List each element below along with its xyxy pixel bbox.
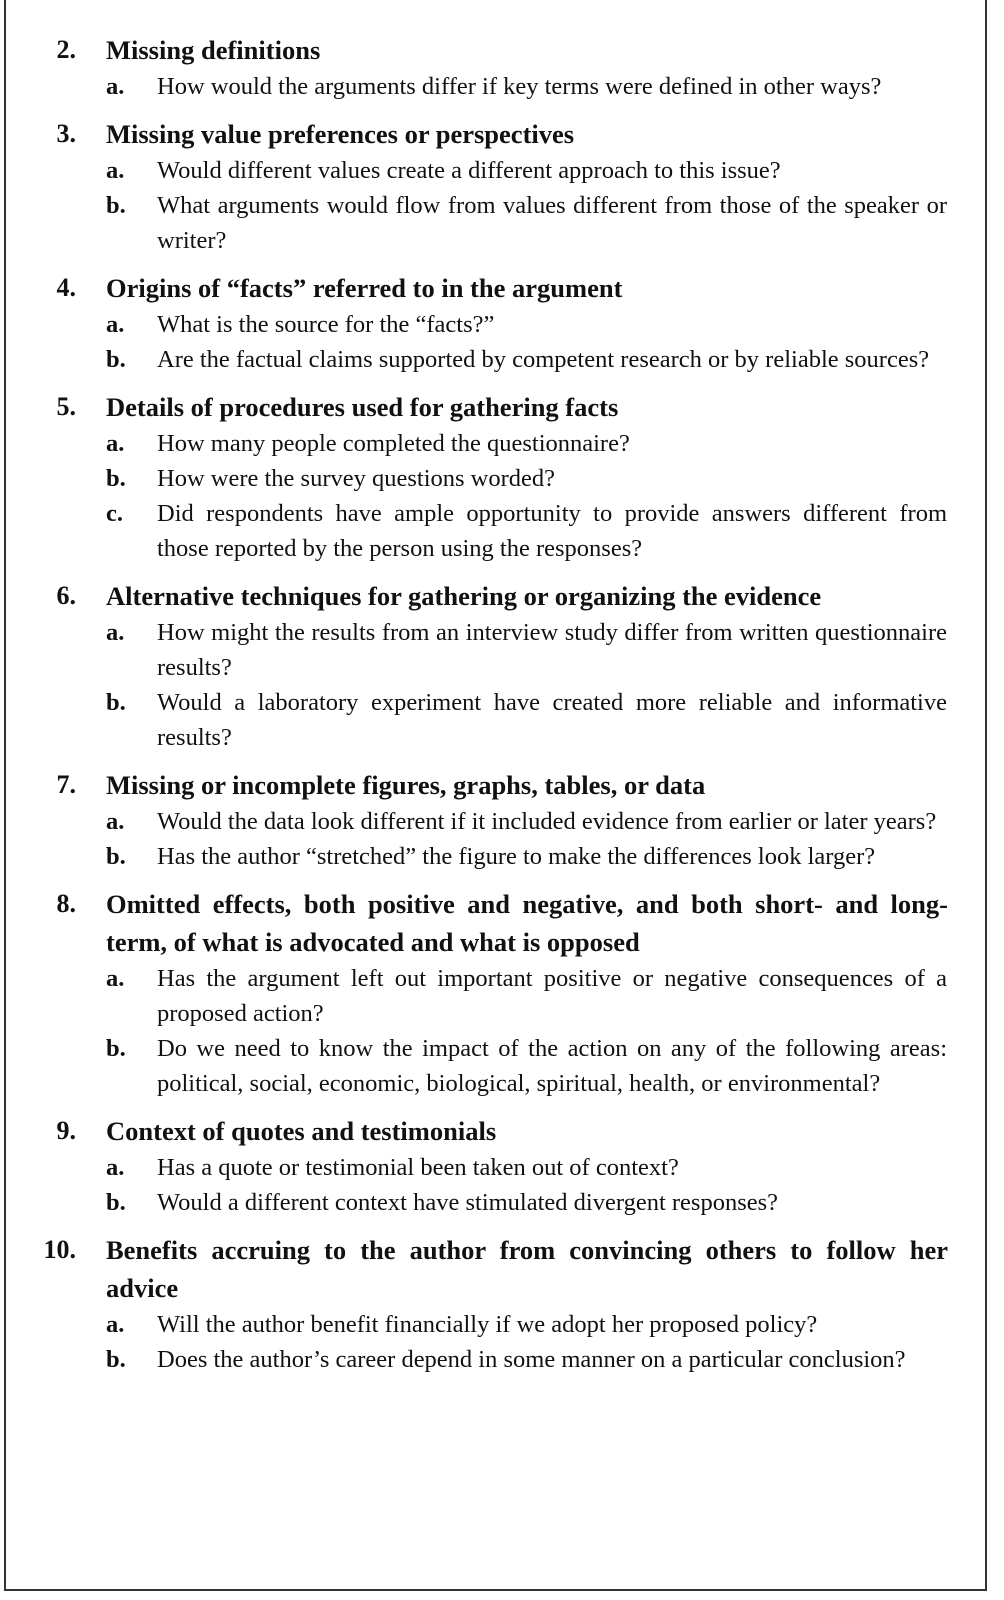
sub-text: Would a different context have stimulated divergent responses? — [157, 1189, 779, 1216]
sub-question — [106, 1185, 947, 1220]
sub-letter: a. — [106, 430, 125, 457]
sub-question — [106, 426, 947, 461]
item-number: 3. — [56, 119, 76, 148]
sub-letter: a. — [106, 1311, 125, 1338]
sub-letter: a. — [106, 619, 125, 646]
sub-question — [106, 961, 947, 1031]
sub-question — [106, 804, 947, 839]
sub-letter: b. — [106, 1035, 126, 1062]
sub-letter: b. — [106, 843, 126, 870]
item-heading: Missing or incomplete figures, graphs, tables, or data — [106, 770, 706, 800]
sub-text: How might the results from an interview study differ from written questionnaire results? — [157, 619, 947, 681]
sub-letter: c. — [106, 500, 123, 527]
sub-text: Has a quote or testimonial been taken out of context? — [157, 1154, 679, 1181]
sub-text: How would the arguments differ if key terms were defined in other ways? — [157, 73, 882, 100]
sub-text: Has the argument left out important positive or negative consequences of a proposed action? — [157, 965, 947, 1027]
sub-letter: b. — [106, 1189, 126, 1216]
item-number: 8. — [56, 889, 76, 918]
item-number: 6. — [56, 581, 76, 610]
sub-text: Do we need to know the impact of the action on any of the following areas: political, social, economic, biological, spiritual, health, or environmental? — [157, 1035, 947, 1097]
question-list — [0, 31, 1004, 1388]
item-number: 7. — [56, 770, 76, 799]
item-number: 4. — [56, 273, 76, 302]
sub-question — [106, 307, 947, 342]
sub-question — [106, 69, 947, 104]
item-heading: Origins of “facts” referred to in the argument — [106, 273, 623, 303]
item-heading: Missing definitions — [106, 35, 321, 65]
sub-question — [106, 1342, 947, 1377]
sub-question — [106, 461, 947, 496]
sub-question — [106, 188, 947, 258]
sub-question — [106, 615, 947, 685]
sub-text: Will the author benefit financially if we adopt her proposed policy? — [157, 1311, 818, 1338]
item-heading: Benefits accruing to the author from convincing others to follow her advice — [106, 1235, 948, 1303]
list-item — [0, 115, 1004, 258]
list-item — [0, 31, 1004, 104]
list-item — [0, 577, 1004, 755]
sub-text: Would different values create a different approach to this issue? — [157, 157, 781, 184]
item-heading: Alternative techniques for gathering or organizing the evidence — [106, 581, 822, 611]
item-number: 2. — [56, 35, 76, 64]
sub-letter: a. — [106, 311, 125, 338]
sub-text: Would the data look different if it included evidence from earlier or later years? — [157, 808, 937, 835]
sub-letter: b. — [106, 346, 126, 373]
sub-letter: b. — [106, 192, 126, 219]
list-item — [0, 1231, 1004, 1377]
sub-letter: a. — [106, 1154, 125, 1181]
sub-letter: b. — [106, 465, 126, 492]
item-heading: Details of procedures used for gathering facts — [106, 392, 619, 422]
item-number: 5. — [56, 392, 76, 421]
sub-text: Has the author “stretched” the figure to make the differences look larger? — [157, 843, 876, 870]
sub-text: How many people completed the questionnaire? — [157, 430, 630, 457]
item-heading: Context of quotes and testimonials — [106, 1116, 497, 1146]
list-item — [0, 766, 1004, 874]
sub-question — [106, 342, 947, 377]
item-heading: Omitted effects, both positive and negative, and both short- and long-term, of what is advocated and what is opposed — [106, 889, 948, 957]
sub-question — [106, 839, 947, 874]
sub-letter: a. — [106, 73, 125, 100]
sub-text: Does the author’s career depend in some manner on a particular conclusion? — [157, 1346, 906, 1373]
sub-text: Would a laboratory experiment have created more reliable and informative results? — [157, 689, 947, 751]
sub-letter: b. — [106, 689, 126, 716]
sub-letter: a. — [106, 965, 125, 992]
sub-question — [106, 496, 947, 566]
list-item — [0, 269, 1004, 377]
item-number: 9. — [56, 1116, 76, 1145]
list-item — [0, 1112, 1004, 1220]
sub-letter: a. — [106, 157, 125, 184]
sub-text: What arguments would flow from values different from those of the speaker or writer? — [157, 192, 947, 254]
sub-text: What is the source for the “facts?” — [157, 311, 495, 338]
sub-text: Are the factual claims supported by competent research or by reliable sources? — [157, 346, 930, 373]
list-item — [0, 885, 1004, 1101]
sub-letter: a. — [106, 808, 125, 835]
sub-question — [106, 153, 947, 188]
sub-question — [106, 1150, 947, 1185]
sub-text: Did respondents have ample opportunity to provide answers different from those reported by the person using the responses? — [157, 500, 947, 562]
item-number: 10. — [43, 1235, 76, 1264]
sub-question — [106, 1031, 947, 1101]
sub-question — [106, 685, 947, 755]
sub-question — [106, 1307, 947, 1342]
sub-text: How were the survey questions worded? — [157, 465, 556, 492]
list-item — [0, 388, 1004, 566]
sub-letter: b. — [106, 1346, 126, 1373]
item-heading: Missing value preferences or perspectives — [106, 119, 575, 149]
